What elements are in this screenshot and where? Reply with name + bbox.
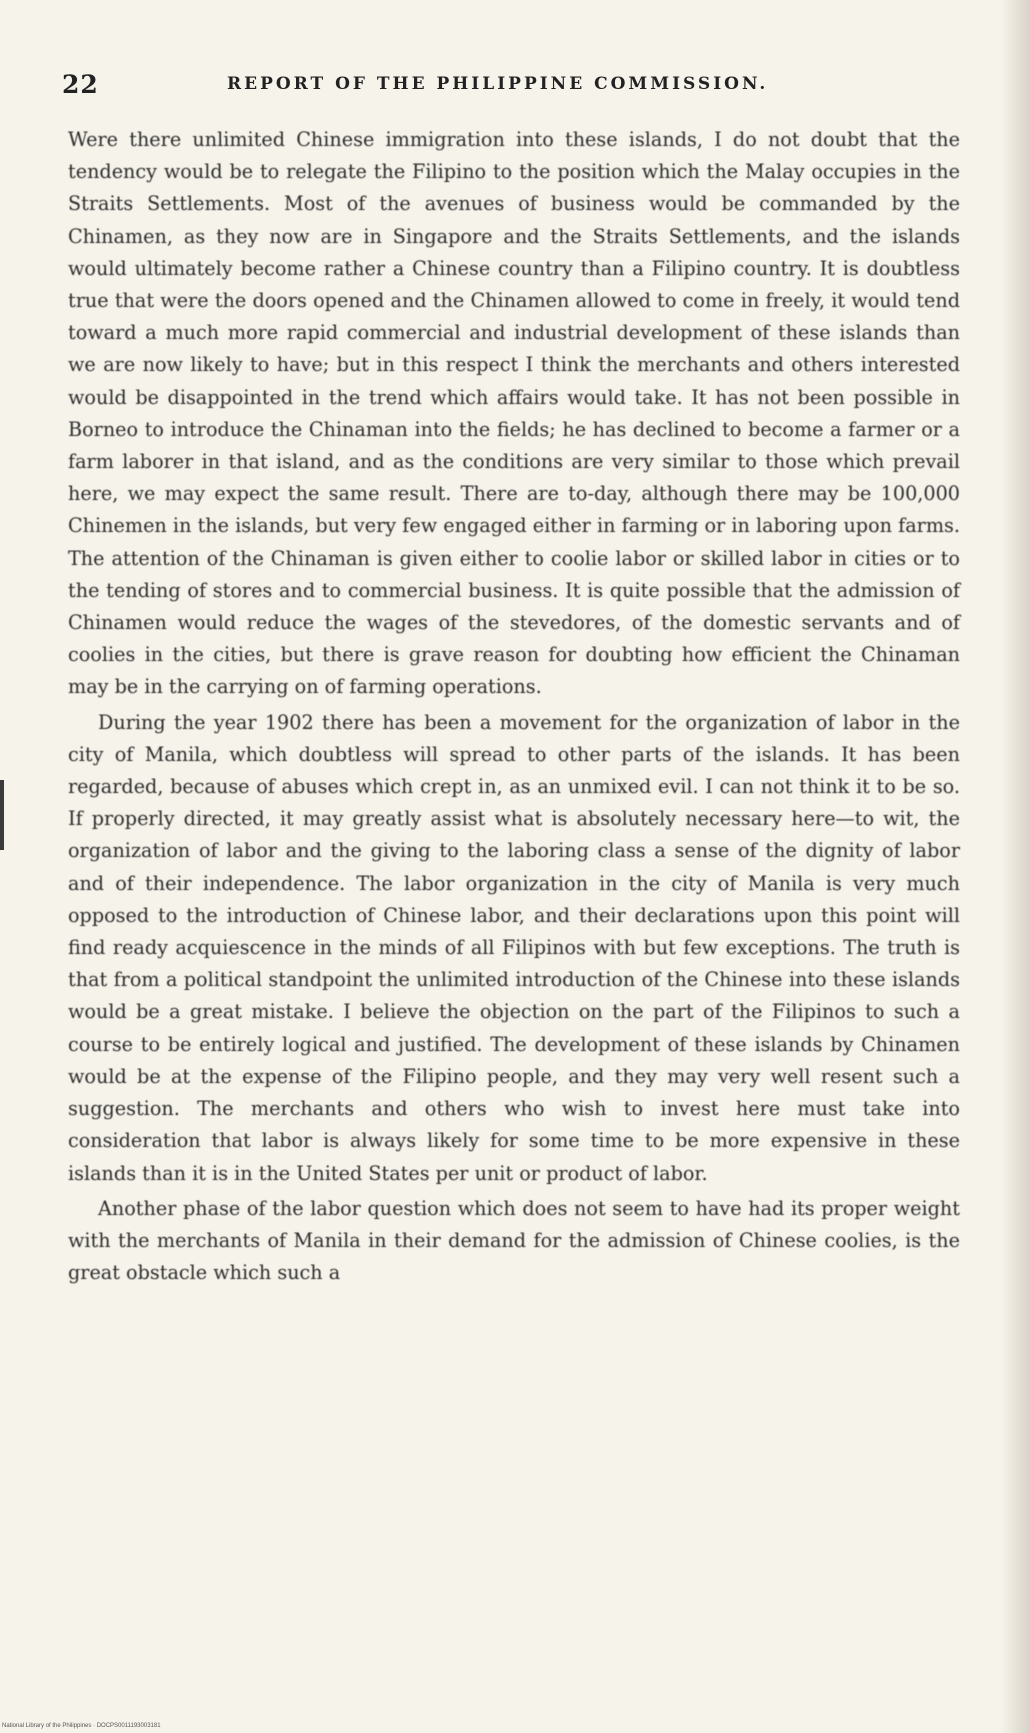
paragraph: Were there unlimited Chinese immigration into these islands, I do not doubt that the tendency would be to relegate the Filipino to the position which the Malay occupies in the Straits Settlements. Most of the avenues of business would be commanded by the Chinamen, as they now are in Singapore and the Straits Settlements, and the islands would ultimately become rather a Chinese country than a Filipino country. It is doubtless true that were the doors opened and the Chinamen allowed to come in freely, it would tend toward a much more rapid commercial and industrial development of these islands than we are now likely to have; but in this respect I think the merchants and others interested would be disappointed in the trend which affairs would take. It has not been possible in Borneo to introduce the Chinaman into the fields; he has declined to become a farmer or a farm laborer in that island, and as the conditions are very similar to those which prevail here, we may expect the same result. There are to-day, although there may be 100,000 Chinemen in the islands, but very few engaged either in farming or in laboring upon farms. The attention of the Chinaman is given either to coolie labor or skilled labor in cities or to the tending of stores and to commercial business. It is quite possible that the admission of Chinamen would reduce the wages of the stevedores, of the domestic servants and of coolies in the cities, but there is grave reason for doubting how efficient the Chinaman may be in the carrying on of farming operations. [68,128,960,699]
scan-credit: National Library of the Philippines · DOCPS0011193003181 [2,1723,161,1729]
body-text [68,124,960,1289]
page-edge-shadow [1001,0,1029,1733]
paragraph: During the year 1902 there has been a movement for the organization of labor in the city of Manila, which doubtless will spread to other parts of the islands. It has been regarded, because of abuses which crept in, as an unmixed evil. I can not think it to be so. If properly directed, it may greatly assist what is absolutely necessary here—to wit, the organization of labor and the giving to the laboring class a sense of the dignity of labor and of their independence. The labor organization in the city of Manila is very much opposed to the introduction of Chinese labor, and their declarations upon this point will find ready acquiescence in the minds of all Filipinos with but few exceptions. The truth is that from a political standpoint the unlimited introduction of the Chinese into these islands would be a great mistake. I believe the objection on the part of the Filipinos to such a course to be entirely logical and justified. The development of these islands by Chinamen would be at the expense of the Filipino people, and they may very well resent such a suggestion. The merchants and others who wish to invest here must take into consideration that labor is always likely for some time to be more expensive in these islands than it is in the United States per unit or product of labor. [68,710,960,1185]
binding-mark [0,780,4,850]
paragraph: Another phase of the labor question which does not seem to have had its proper weight with the merchants of Manila in their demand for the admission of Chinese coolies, is the great obstacle which such a [68,1196,960,1285]
page-header [62,70,962,110]
page-number: 22 [62,70,99,99]
running-head: REPORT OF THE PHILIPPINE COMMISSION. [227,74,769,94]
